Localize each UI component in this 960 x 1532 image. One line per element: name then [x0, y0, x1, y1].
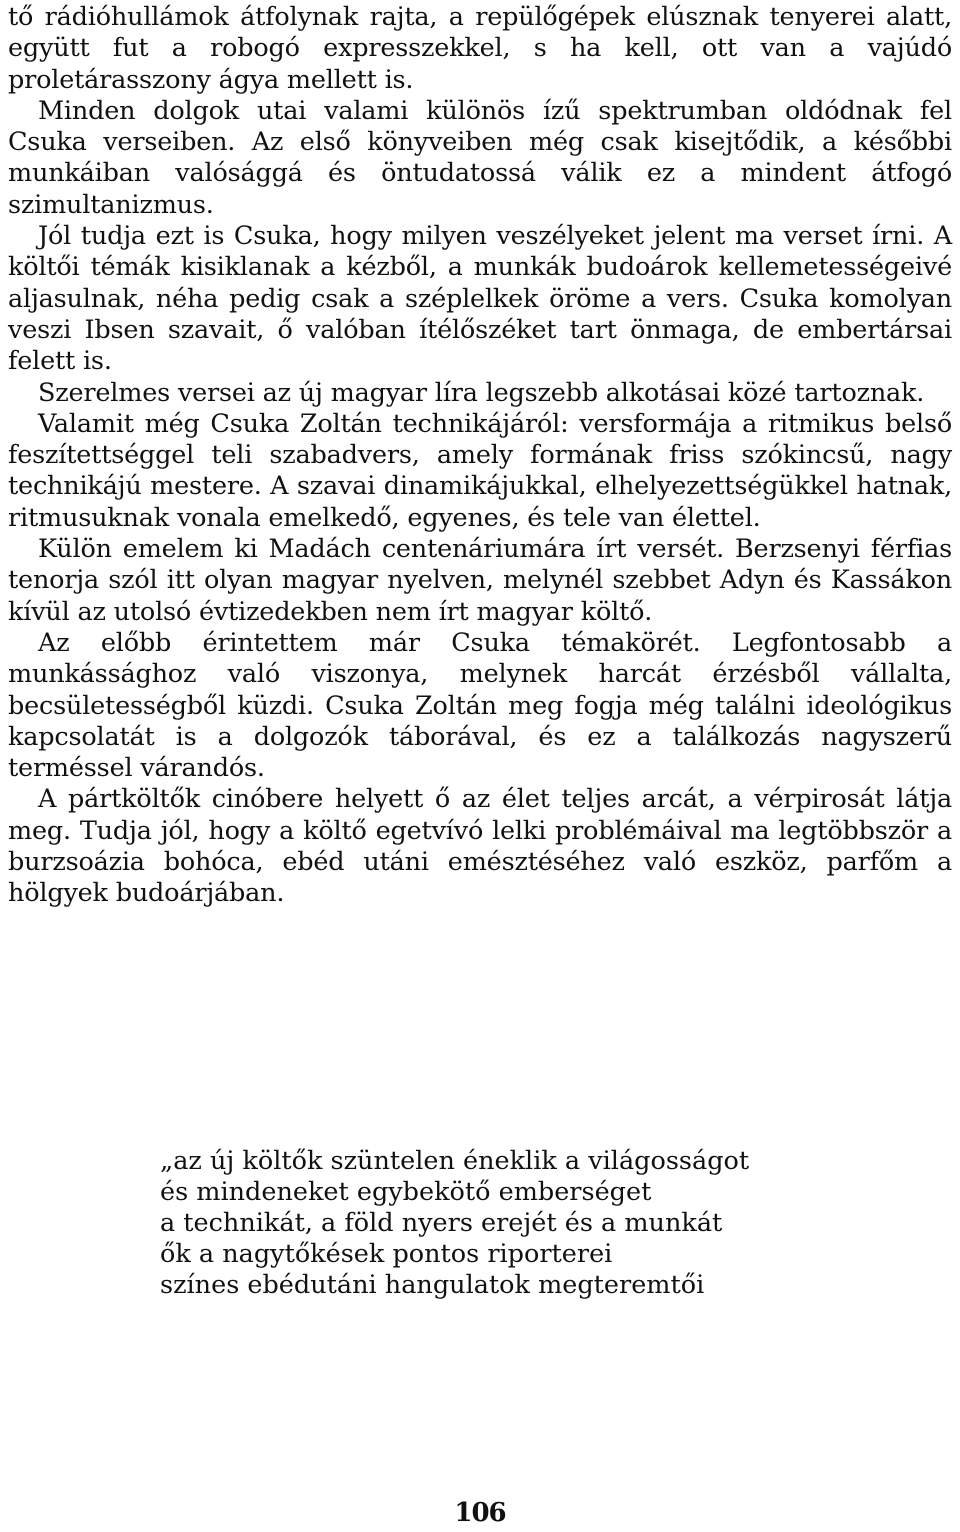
body-text	[8, 2, 952, 910]
poem-line: színes ebédutáni hangulatok megteremtői	[160, 1270, 705, 1300]
poem-line: a technikát, a föld nyers erejét és a munkát	[160, 1208, 723, 1238]
paragraph: Az előbb érintettem már Csuka témakörét. Legfontosabb a munkássághoz való viszonya, melynek harcát érzésből vállalta, becsületességből küzdi. Csuka Zoltán meg fogja még találni ideológikus kapcsolatát is a dolgozók táborával, és ez a találkozás nagyszerű terméssel várandós.	[8, 627, 952, 784]
paragraph: Külön emelem ki Madách centenáriumára írt versét. Berzsenyi férfias tenorja szól itt olyan magyar nyelven, melynél szebbet Adyn és Kassákon kívül az utolsó évtizedekben nem írt magyar költő.	[8, 534, 952, 627]
paragraph: A pártköltők cinóbere helyett ő az élet teljes arcát, a vérpirosát látja meg. Tudja jól, hogy a költő egetvívó lelki problémáival ma legtöbbször a burzsoázia bohóca, ebéd utáni emésztéséhez való eszköz, parfőm a hölgyek budoárjában.	[8, 784, 952, 909]
paragraph: Minden dolgok utai valami különös ízű spektrumban oldódnak fel Csuka verseiben. Az első könyveiben még csak kisejtődik, a későbbi munkáiban valósággá és öntudatossá válik ez a mindent átfogó szimultanizmus.	[8, 95, 952, 220]
paragraph: tő rádióhullámok átfolynak rajta, a repülőgépek elúsznak tenyerei alatt, együtt fut a robogó expresszekkel, s ha kell, ott van a vajúdó proletárasszony ágya mellett is.	[8, 2, 952, 95]
paragraph: Szerelmes versei az új magyar líra legszebb alkotásai közé tartoznak.	[38, 377, 925, 408]
paragraph: Valamit még Csuka Zoltán technikájáról: versformája a ritmikus belső feszítettséggel teli szabadvers, amely formának friss szókincsű, nagy technikájú mestere. A szavai dinamikájukkal, elhelyezettségükkel hatnak, ritmusuknak vonala emelkedő, egyenes, és tele van élettel.	[8, 408, 952, 533]
poem-line: és mindeneket egybekötő emberséget	[160, 1177, 652, 1207]
paragraph: Jól tudja ezt is Csuka, hogy milyen veszélyeket jelent ma verset írni. A költői témák kisiklanak a kézből, a munkák budoárok kellemetességeivé aljasulnak, néha pedig csak a széplelkek öröme a vers. Csuka komolyan veszi Ibsen szavait, ő valóban ítélőszéket tart önmaga, de embertársai felett is.	[8, 221, 952, 377]
poem-line: ők a nagytőkések pontos riporterei	[160, 1239, 613, 1269]
poem-line: „az új költők szüntelen éneklik a világosságot	[160, 1146, 750, 1176]
page-number: 106	[454, 1498, 506, 1528]
poem-quote	[160, 1146, 920, 1301]
